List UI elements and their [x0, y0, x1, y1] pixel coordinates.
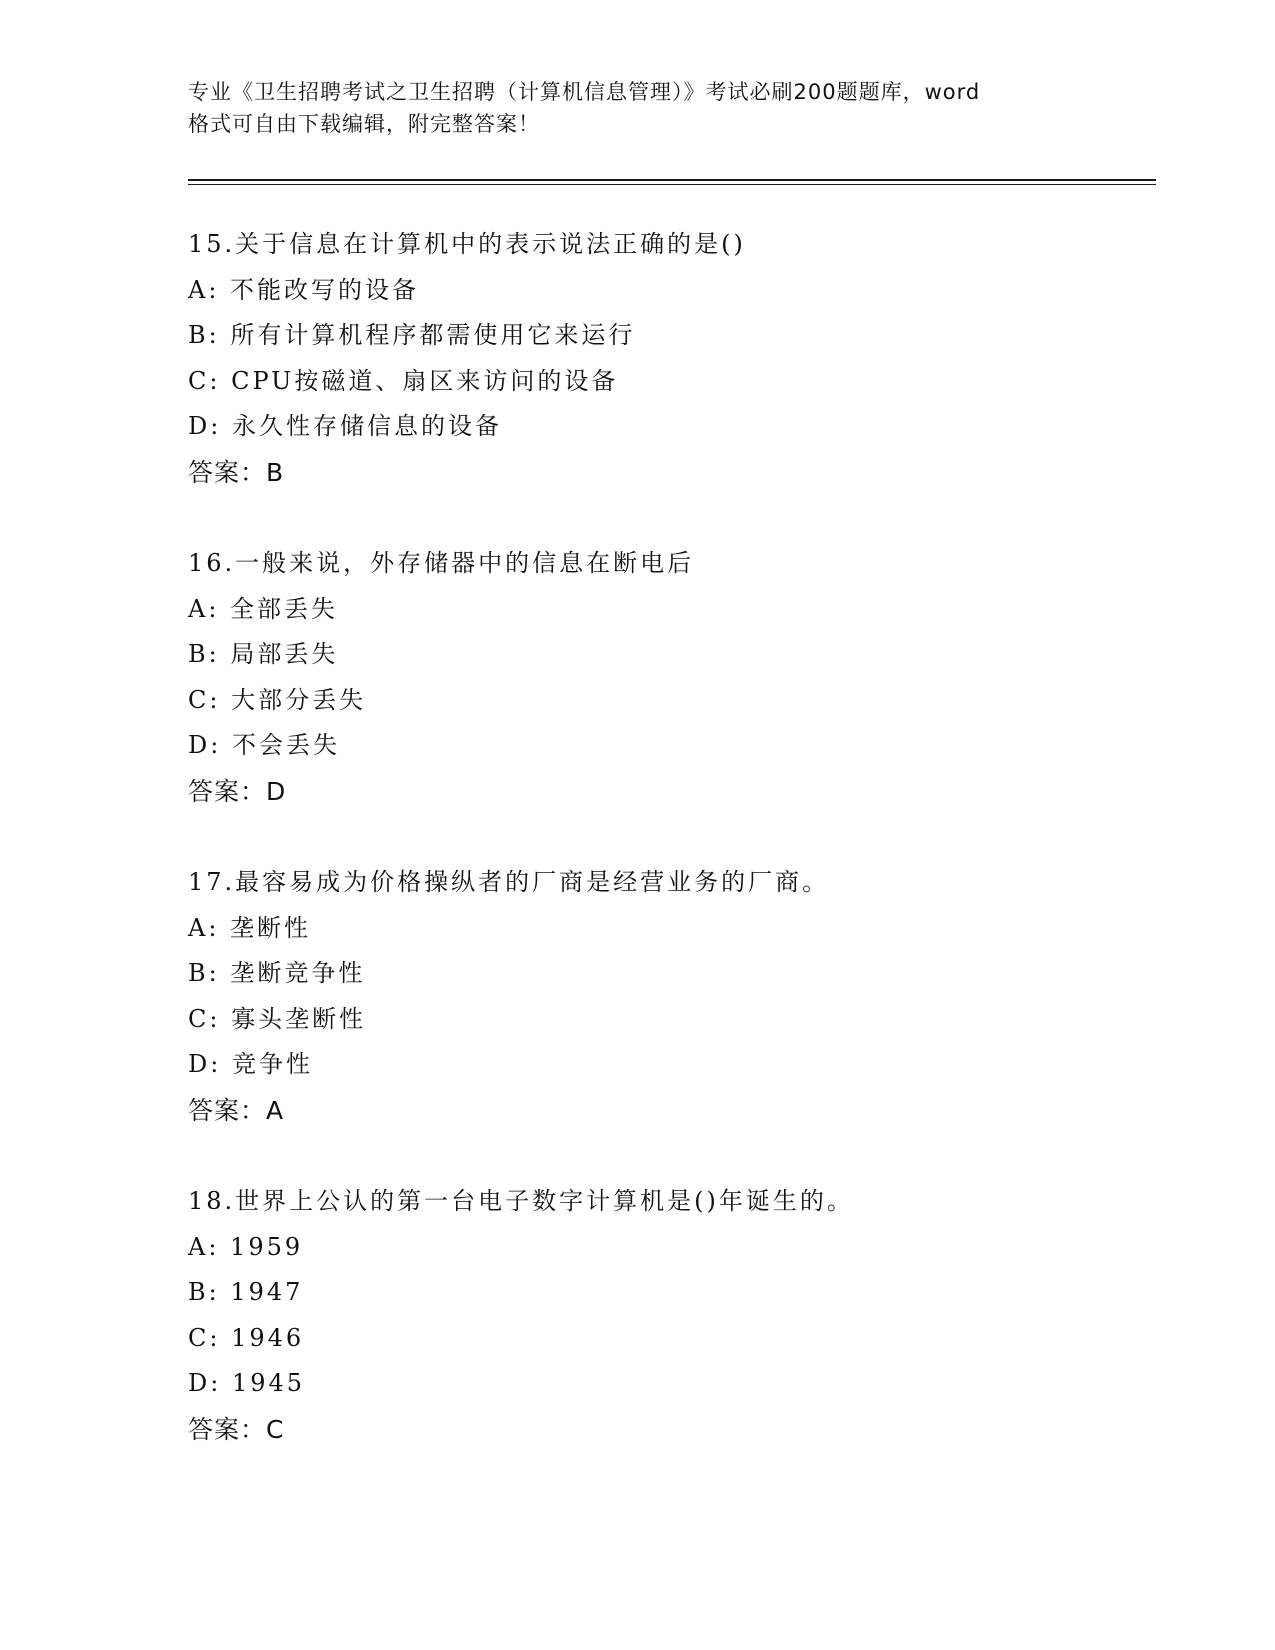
document-header: [188, 76, 1108, 140]
option-c: C: 寡头垄断性: [188, 1004, 367, 1033]
header-divider-thin: [188, 184, 1156, 185]
answer-line: 答案：B: [188, 457, 285, 487]
option-a: A: 全部丢失: [188, 594, 339, 623]
option-b: B: 垄断竞争性: [188, 959, 366, 987]
answer-line: 答案：A: [188, 1095, 285, 1125]
question-text: 15.关于信息在计算机中的表示说法正确的是(): [188, 230, 746, 258]
option-c: C: CPU按磁道、扇区来访问的设备: [188, 366, 619, 395]
header-divider-thick: [188, 179, 1156, 181]
option-d: D: 不会丢失: [188, 731, 340, 759]
option-d: D: 1945: [188, 1369, 306, 1397]
question-18: [188, 1179, 1148, 1452]
question-15: [188, 222, 1148, 495]
option-d: D: 竞争性: [188, 1050, 313, 1078]
answer-line: 答案：D: [188, 776, 287, 806]
option-c: C: 大部分丢失: [188, 685, 367, 714]
header-line-2: 格式可自由下载编辑，附完整答案！: [188, 112, 540, 136]
question-17: [188, 860, 1148, 1133]
option-a: A: 不能改写的设备: [188, 275, 420, 304]
question-16: [188, 541, 1148, 814]
question-text: 17.最容易成为价格操纵者的厂商是经营业务的厂商。: [188, 868, 830, 896]
answer-line: 答案：C: [188, 1414, 285, 1444]
option-d: D: 永久性存储信息的设备: [188, 412, 502, 440]
option-a: A: 垄断性: [188, 913, 312, 942]
option-c: C: 1946: [188, 1323, 305, 1352]
header-line-1: 专业《卫生招聘考试之卫生招聘（计算机信息管理）》考试必刷200题题库，word: [188, 80, 981, 104]
question-text: 18.世界上公认的第一台电子数字计算机是()年诞生的。: [188, 1187, 854, 1215]
option-b: B: 所有计算机程序都需使用它来运行: [188, 321, 636, 349]
option-b: B: 局部丢失: [188, 640, 339, 668]
option-b: B: 1947: [188, 1278, 304, 1306]
option-a: A: 1959: [188, 1232, 304, 1261]
question-text: 16.一般来说，外存储器中的信息在断电后: [188, 549, 695, 577]
